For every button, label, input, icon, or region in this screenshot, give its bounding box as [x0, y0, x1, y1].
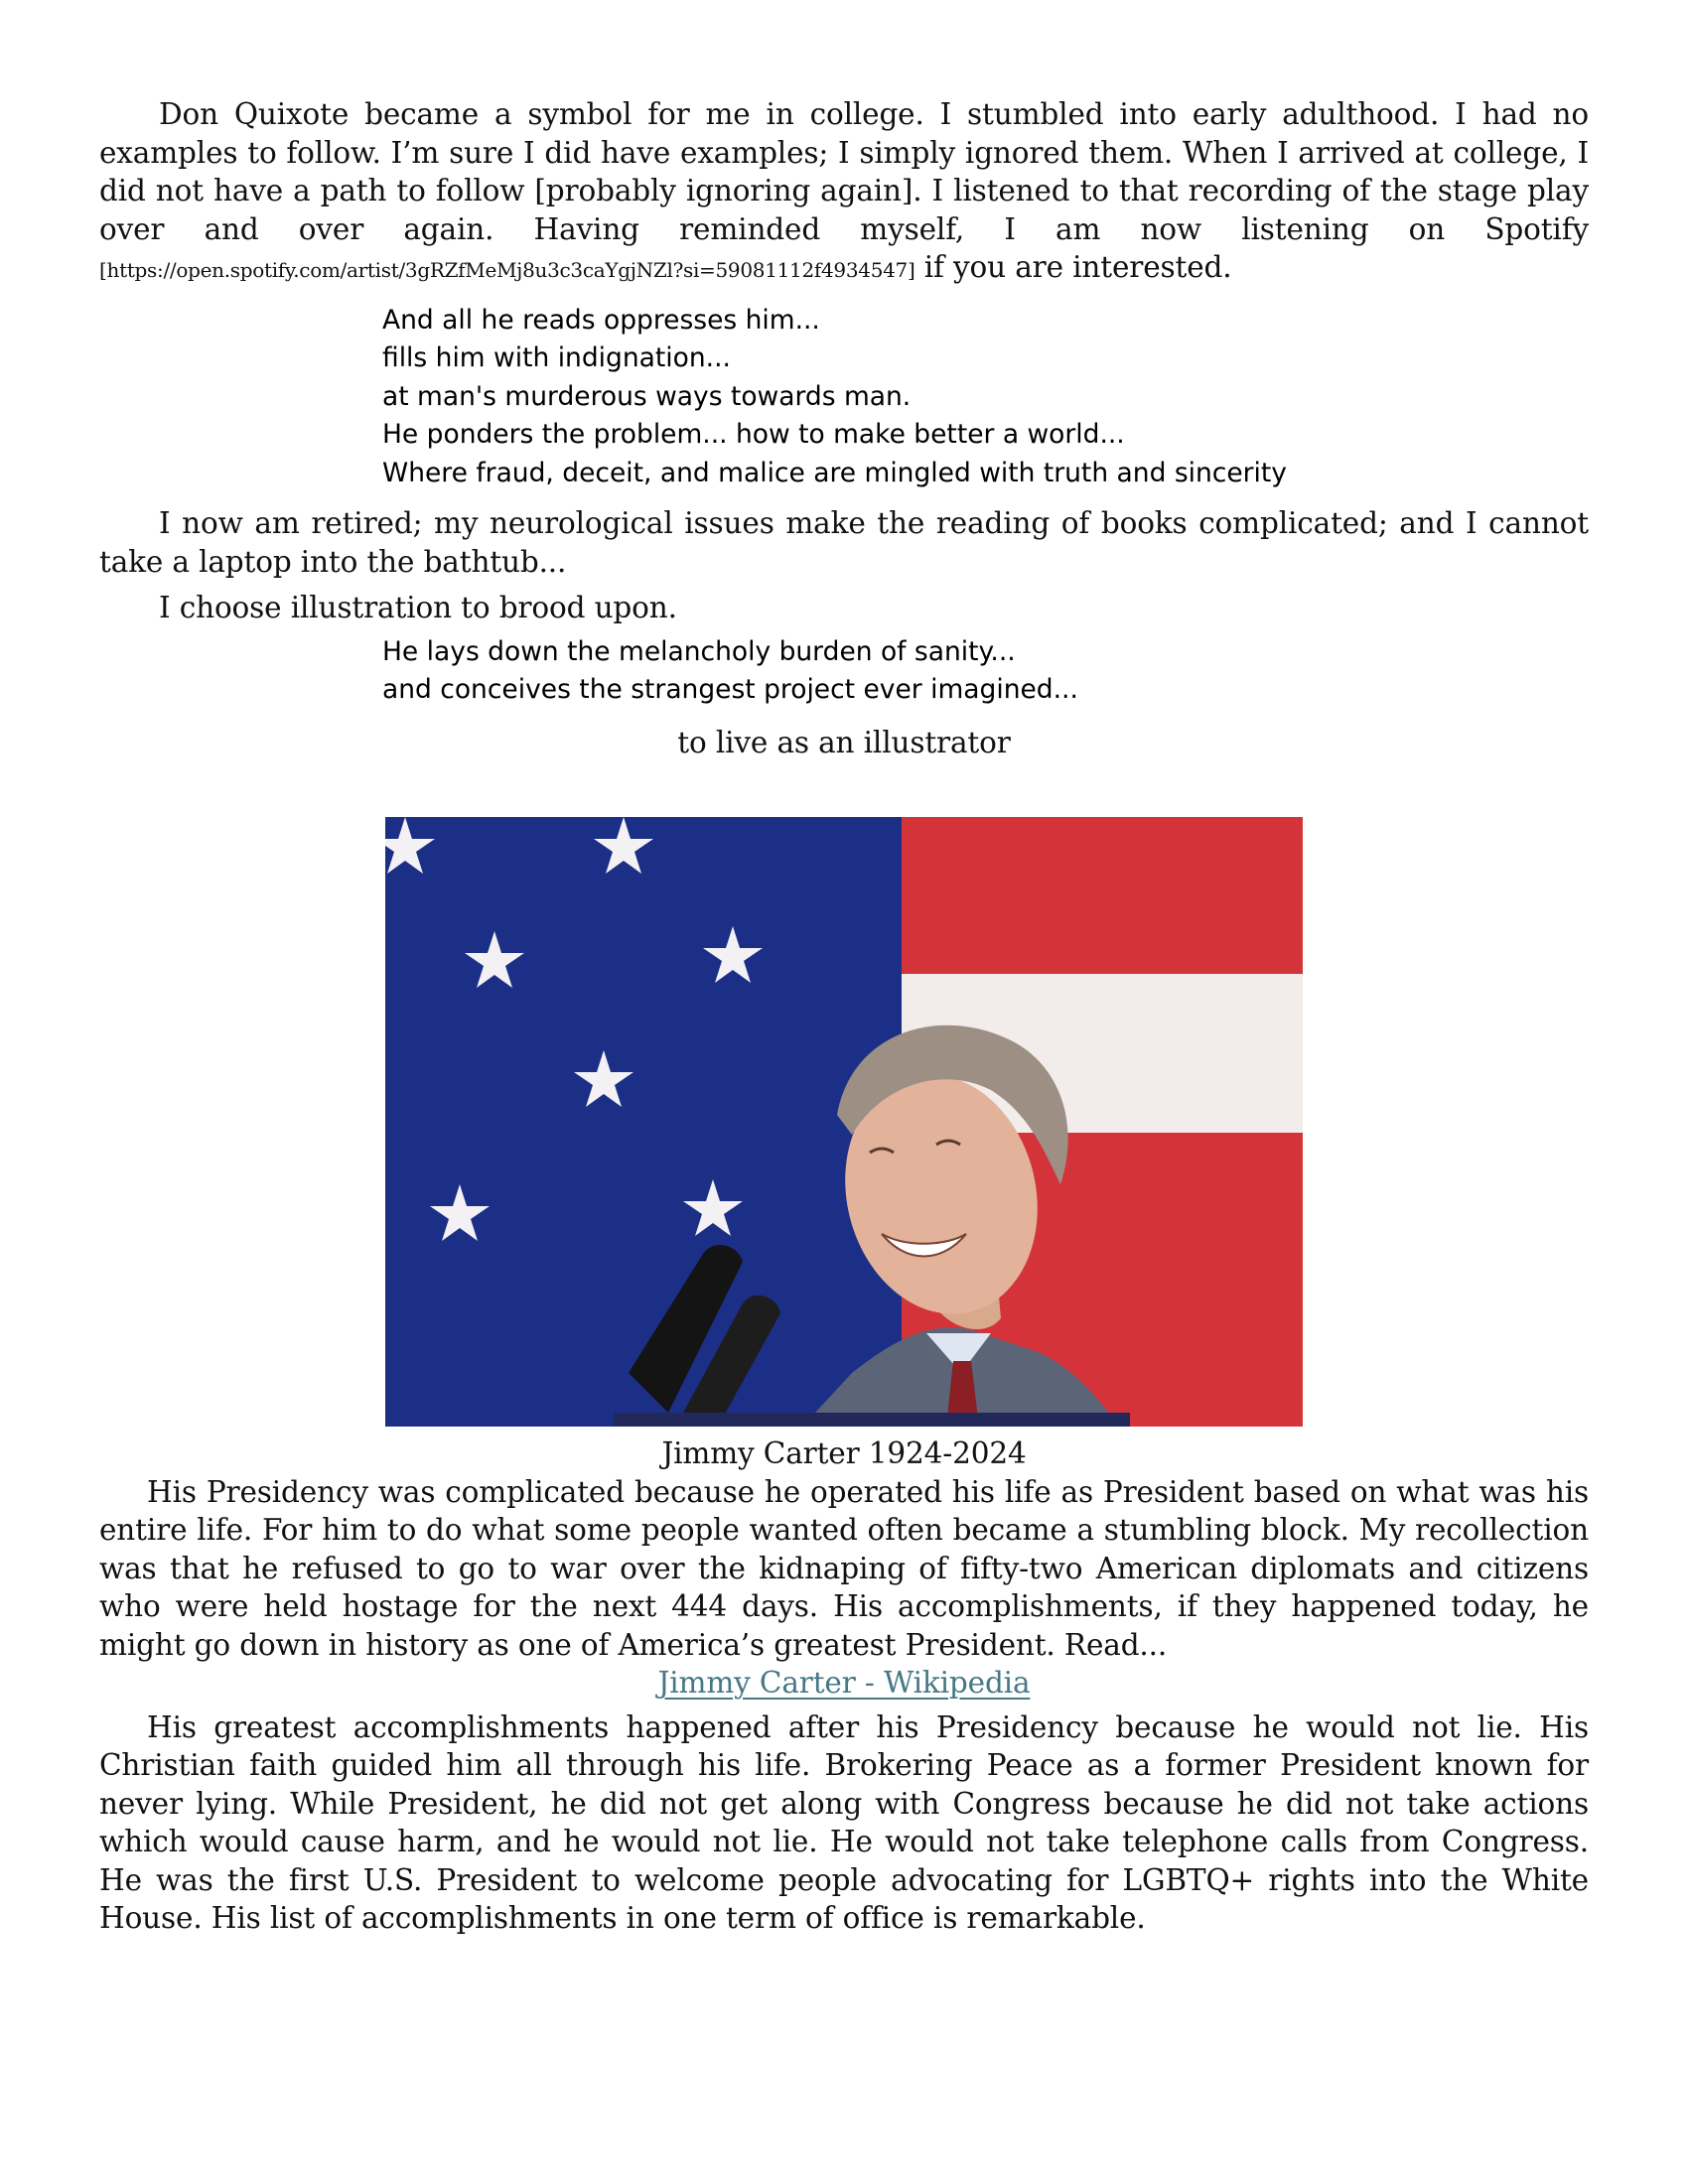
link-container [99, 1664, 1589, 1703]
paragraph-text: Don Quixote became a symbol for me in college. I stumbled into early adulthood. I had no examples to follow. I’m sure I did have examples; I simply ignored them. When I arrived at college, I did not have a path to follow [probably ignoring again]. I listened to that recording of the stage play over and over again. Having reminded myself, I am now listening on Spotify [99, 97, 1589, 246]
verse-line: Where fraud, deceit, and malice are mingled with truth and sincerity [382, 457, 1287, 488]
document-page [99, 95, 1589, 1938]
verse-line: at man's murderous ways towards man. [382, 380, 912, 412]
verse-block-2 [382, 633, 1589, 710]
paragraph-don-quixote [99, 95, 1589, 290]
paragraph-accomplishments: His greatest accomplishments happened after his Presidency because he would not lie. His Christian faith guided him all through his life. Brokering Peace as a former President known for never lying. While President, he did not get along with Congress because he did not take actions which would cause harm, and he would not lie. He would not take telephone calls from Congress. He was the first U.S. President to welcome people advocating for LGBTQ+ rights into the White House. His list of accomplishments in one term of office is remarkable. [99, 1709, 1589, 1935]
flag-canton [385, 817, 912, 1427]
paragraph-presidency: His Presidency was complicated because he operated his life as President based on what was his entire life. For him to do what some people wanted often became a stumbling block. My recollection was that he refused to go to war over the kidnaping of fifty-two American diplomats and citizens who were held hostage for the next 444 days. His accomplishments, if they happened today, he might go down in history as one of America’s greatest President. Read... [99, 1474, 1589, 1662]
spotify-url: [https://open.spotify.com/artist/3gRZfMeMj8u3c3caYgjNZl?si=59081112f4934547] [99, 258, 915, 282]
verse-line: He lays down the melancholy burden of sanity... [382, 635, 1016, 667]
wikipedia-link[interactable]: Jimmy Carter - Wikipedia [657, 1666, 1031, 1700]
verse-line: And all he reads oppresses him... [382, 304, 820, 336]
verse-line: and conceives the strangest project ever imagined... [382, 674, 1078, 705]
photo-caption: Jimmy Carter 1924-2024 [661, 1436, 1027, 1470]
verse-line: He ponders the problem... how to make better a world... [382, 419, 1125, 450]
podium [614, 1413, 1130, 1427]
paragraph-illustration: I choose illustration to brood upon. [159, 591, 677, 624]
photo-illustration [385, 817, 1303, 1427]
paragraph-retired: I now am retired; my neurological issues make the reading of books complicated; and I cannot take a laptop into the bathtub... [99, 506, 1589, 579]
paragraph-tail: if you are interested. [914, 250, 1232, 284]
centered-line: to live as an illustrator [677, 725, 1011, 759]
verse-line: fills him with indignation... [382, 342, 731, 373]
photo-jimmy-carter [385, 817, 1303, 1427]
verse-block-1 [382, 302, 1589, 493]
